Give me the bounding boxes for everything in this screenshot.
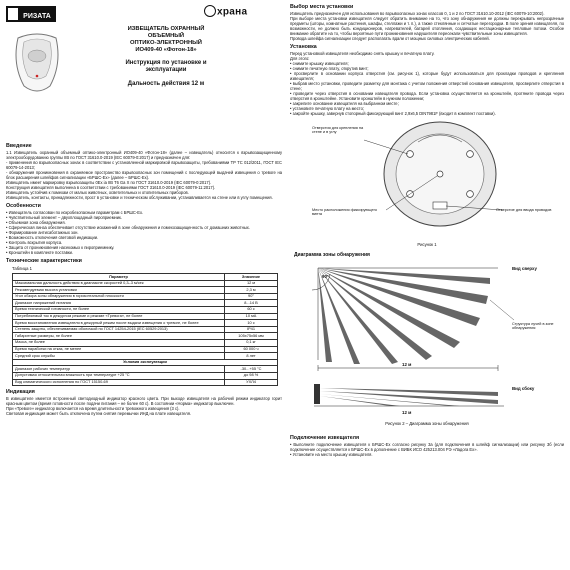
intro-paragraph: Извещатель устойчив к помехам от малых животных, осветительных и отопительных приборов. [6, 190, 189, 195]
cell-value: 8 лет [225, 353, 278, 360]
table-section-row [13, 359, 278, 366]
intro-paragraph: Извещатель имеет маркировку взрывозащиты 0Ex ia IIB T6 Ga X по ГОСТ 31610.0-2019 (IEC 60079-0:2017). [6, 180, 212, 185]
view-top-label: Вид сверху [512, 266, 537, 271]
section-label: Условия эксплуатации [13, 359, 278, 366]
table-row [13, 293, 278, 300]
ohrana-circle-icon [204, 5, 216, 17]
install-step: • установите печатную плату на место; [290, 106, 364, 111]
indication-heading: Индикация [6, 389, 35, 396]
cell-param: Потребляемый ток в дежурном режиме и режиме «Тревога», не более [13, 313, 225, 320]
connection-item: • Установите на место крышку извещателя. [290, 452, 373, 457]
cell-param: Максимальная дальность действия в диапазоне скоростей 0,3–3 м/сек [13, 280, 225, 287]
beam-structure-label: Структура лучей в зоне обнаружения [512, 322, 554, 331]
cell-param: Вид климатического исполнения по ГОСТ 15150-69 [13, 379, 225, 386]
range-heading: Дальность действия 12 м [127, 81, 205, 87]
cell-param: Диапазон рабочих температур [13, 366, 225, 373]
cell-param: Рекомендуемая высота установки [13, 287, 225, 294]
figure-1-caption: Рисунок 1 [417, 242, 437, 247]
figure-2-title: Диаграмма зоны обнаружения [294, 252, 370, 258]
features-heading: Особенности [6, 203, 41, 209]
table-row [13, 372, 278, 379]
table-row [13, 366, 278, 373]
cell-param: Время технической готовности, не более [13, 306, 225, 313]
figure-1-drawing [290, 118, 564, 236]
connection-heading: Подключение извещателя [290, 435, 360, 441]
table-header-row [13, 274, 278, 281]
intro-paragraph: - обнаружения проникновения в охраняемое пространство взрывоопасных зон помещений с последующей выдачей извещения о тревоге на блок расширения шлейфов сигнализации «БРШС-Ех» (далее – БРШС-Ех). [6, 170, 282, 180]
table-row [13, 379, 278, 386]
cell-value: 105х75х56 мм [225, 333, 278, 340]
cell-value: 60 с [225, 306, 278, 313]
figure-2-caption: Рисунок 2 – Диаграмма зоны обнаружения [385, 421, 469, 426]
intro-paragraph: Извещатель, контакты, принадлежности, прост в установке и техническом обслуживании, устанавливается на стене или в углу помещения. [6, 195, 273, 200]
cell-param: Угол обзора зоны обнаружения в горизонтальной плоскости [13, 293, 225, 300]
cell-param: Диапазон напряжений питания [13, 300, 225, 307]
cell-param: Габаритные размеры, не более [13, 333, 225, 340]
title-line-3: ОПТИКО-ЭЛЕКТРОННЫЙ [130, 40, 202, 46]
install-step: • проведите через отверстия в основании извещателя провода. Если установка осуществляется на кронштейн, протяните провода через отверстия в кронштейне. Установите кронштейн в нужном положении; [290, 91, 564, 101]
feature-item: • Защита от проникновения насекомых к пироприемнику. [6, 245, 115, 250]
table-row [13, 280, 278, 287]
indication-paragraph: Световая индикация может быть отключена путем снятия перемычки ИНД на плате извещателя. [6, 411, 192, 417]
cell-value: до 98 % [225, 372, 278, 379]
cell-value: 8...14 В [225, 300, 278, 307]
title-block [86, 26, 246, 87]
specs-table [12, 273, 278, 386]
install-step: • закрепите основание извещателя на выбранном месте; [290, 101, 399, 106]
ohrana-logo [204, 6, 247, 18]
table-row [13, 346, 278, 353]
install-step: • снимите крышку извещателя; [290, 61, 349, 66]
intro-heading: Введение [6, 143, 32, 149]
placement-paragraph: Провода шлейфа сигнализации следует располагать вдали от мощных силовых электрических кабелей. [290, 36, 490, 41]
brand-text: РИЗАТА [23, 13, 51, 20]
right-column [290, 4, 564, 566]
header-value: Значение [225, 274, 278, 281]
cell-param: Время наработки на отказ, не менее [13, 346, 225, 353]
cell-value: -30...+55 °C [225, 366, 278, 373]
cell-value: 60 000 ч [225, 346, 278, 353]
cell-value: 0,1 кг [225, 339, 278, 346]
feature-item: • Чувствительный элемент – двухплощадный пироприемник. [6, 215, 122, 220]
install-step: • закройте крышку, завернув стопорный фиксирующий винт 2,9х6,5 DIN7981F (входит в комплект поставки). [290, 111, 496, 116]
cell-value: УХЛ4 [225, 379, 278, 386]
table-row [13, 320, 278, 327]
subtitle-line-1: Инструкция по установке и [125, 60, 207, 66]
table-row [13, 333, 278, 340]
table-row [13, 313, 278, 320]
cell-param: Средний срок службы [13, 353, 225, 360]
feature-item: • Объемная зона обнаружения. [6, 220, 66, 225]
left-body [6, 140, 282, 416]
install-heading: Установка [290, 44, 317, 50]
indication-paragraph: При «Тревоге» индикатор включается на время длительности тревожного извещения (3 с). [6, 406, 180, 412]
intro-paragraph: 1.1 Извещатель охранный объемный оптико-электронный ИО409-40 «Фотон-18» (далее – извещатель) относится к взрывозащищенному электрооборудованию группы IIВ по ГОСТ 31610.0-2019 (IEC 60079-0:2017) и предназначен для: [6, 150, 282, 160]
intro-paragraph: - применения во взрывоопасных зонах в соответствии с установленной маркировкой взрывозащиты, требованиями ТР ТС 012/2011, ГОСТ IEC 60079-14-2013; [6, 160, 282, 170]
angle-label: 90° [322, 274, 329, 279]
connection-item: • Выполните подключение извещателя к БРШС-Ех согласно рисунку 3а (для подключения в шлейф сигнализации) или рисунку 3б (если подключение осуществляется к БРШС-Ех в дополнение с ВИБК ИСО 425213.004 РЭ «Ладога Ех». [290, 442, 564, 452]
cell-value: 10 с [225, 320, 278, 327]
indication-paragraph: В извещателе имеется встроенный светодиодный индикатор красного цвета. При выходе извещателя на рабочий режим индикатор горит красным цветом (время готовности после подачи питания – не более 60 с). В состоянии «Норма» индикатор выключен. [6, 396, 282, 407]
table-row [13, 326, 278, 333]
placement-heading: Выбор места установки [290, 4, 354, 10]
feature-item: • Кронштейн в комплекте поставки. [6, 250, 74, 255]
feature-item: • Извещатель согласован по искробезопасным параметрам с БРШС-Ех. [6, 210, 144, 215]
cell-param: Масса, не более [13, 339, 225, 346]
cell-value: IP41 [225, 326, 278, 333]
view-side-label: Вид сбоку [512, 386, 535, 391]
table-row [13, 353, 278, 360]
install-step: • просверлите в основании корпуса отверстия (см. рисунок 1), которые будут использоваться для прокладки проводов и крепления извещателя; [290, 71, 564, 81]
intro-paragraph: Конструкция извещателя выполнена в соответствии с требованиями ГОСТ 31610.0-2019 (IEC 60079-11:2017). [6, 185, 216, 190]
table-row [13, 287, 278, 294]
distance-top-label: 12 м [402, 362, 412, 367]
left-column [6, 4, 282, 566]
table-row [13, 339, 278, 346]
table-caption: Таблица 1 [12, 266, 32, 271]
cell-value: 12 м [225, 280, 278, 287]
figure-1 [290, 118, 564, 250]
figure-2-diagram [290, 260, 564, 432]
specs-heading: Технические характеристики [6, 258, 82, 264]
install-intro: Перед установкой извещателя необходимо снять крышку и печатную плату. [290, 51, 435, 56]
cell-value: 10 мА [225, 313, 278, 320]
cell-param: Степень защиты, обеспечиваемая оболочкой по ГОСТ 14254-2015 (IEC 60529:2013) [13, 326, 225, 333]
title-line-1: ИЗВЕЩАТЕЛЬ ОХРАННЫЙ [127, 26, 205, 32]
table-row [13, 300, 278, 307]
label-fixing-screw: Место расположения фиксирующего винта [312, 208, 377, 217]
placement-paragraph: При выборе места установки извещателя следует обратить внимание на то, что зону обнаружения не должны перекрывать непрозрачные предметы (шторы, комнатные растения, шкафы, стеллажи и т. п.), а также стеклянные и сетчатые перегородки. В поле зрения извещателя, по возможности, не должно быть кондиционеров, нагревателей, батарей отопления, создающих нестационарные тепловые потоки. Особое внимание обратите на то, чтобы вероятные пути проникновения нарушителя пересекали чувствительные зоны извещателя. [290, 16, 564, 36]
feature-item: • Сферическая линза обеспечивает отсутствие искажений в зоне обнаружения и помехозащищенность от домашних животных. [6, 225, 250, 230]
table-row [13, 306, 278, 313]
feature-item: • Контроль вскрытия корпуса. [6, 240, 63, 245]
header-param: Параметр [13, 274, 225, 281]
sensor-device-image [10, 30, 64, 96]
cell-value: 2,3 м [225, 287, 278, 294]
install-step: • снимите печатную плату, открутив винт; [290, 66, 369, 71]
install-step: • выбрав место установки, проведите разметку для монтажа с учетом положения отверстий основания извещателя, просверлите отверстия в стене; [290, 81, 564, 91]
cell-value: 90° [225, 293, 278, 300]
feature-item: • Формирование антисаботажных зон. [6, 230, 79, 235]
label-mount-holes: Отверстия для крепления на стене и в углу [312, 126, 364, 135]
install-steps-label: Для этого: [290, 56, 310, 61]
placement-paragraph: Извещатель предназначен для использования во взрывоопасных зонах классов 0, 1 и 2 по ГОСТ 31610.10-2012 (IEC 60079-10:2002). [290, 11, 545, 16]
ohrana-logo-text: храна [217, 6, 248, 18]
rizata-logo [6, 4, 56, 28]
feature-item: • Возможность отключения световой индикации. [6, 235, 99, 240]
distance-side-label: 12 м [402, 410, 412, 415]
subtitle-line-2: эксплуатации [145, 67, 187, 73]
cell-param: Допустимая относительная влажность при температуре +25 °C [13, 372, 225, 379]
cell-param: Время восстановления извещателя в дежурный режим после выдачи извещения о тревоге, не более [13, 320, 225, 327]
label-wire-hole: Отверстие для ввода проводов [496, 208, 552, 212]
title-line-2: ОБЪЕМНЫЙ [147, 33, 185, 39]
title-line-4: ИО409-40 «Фотон-18» [135, 47, 197, 53]
